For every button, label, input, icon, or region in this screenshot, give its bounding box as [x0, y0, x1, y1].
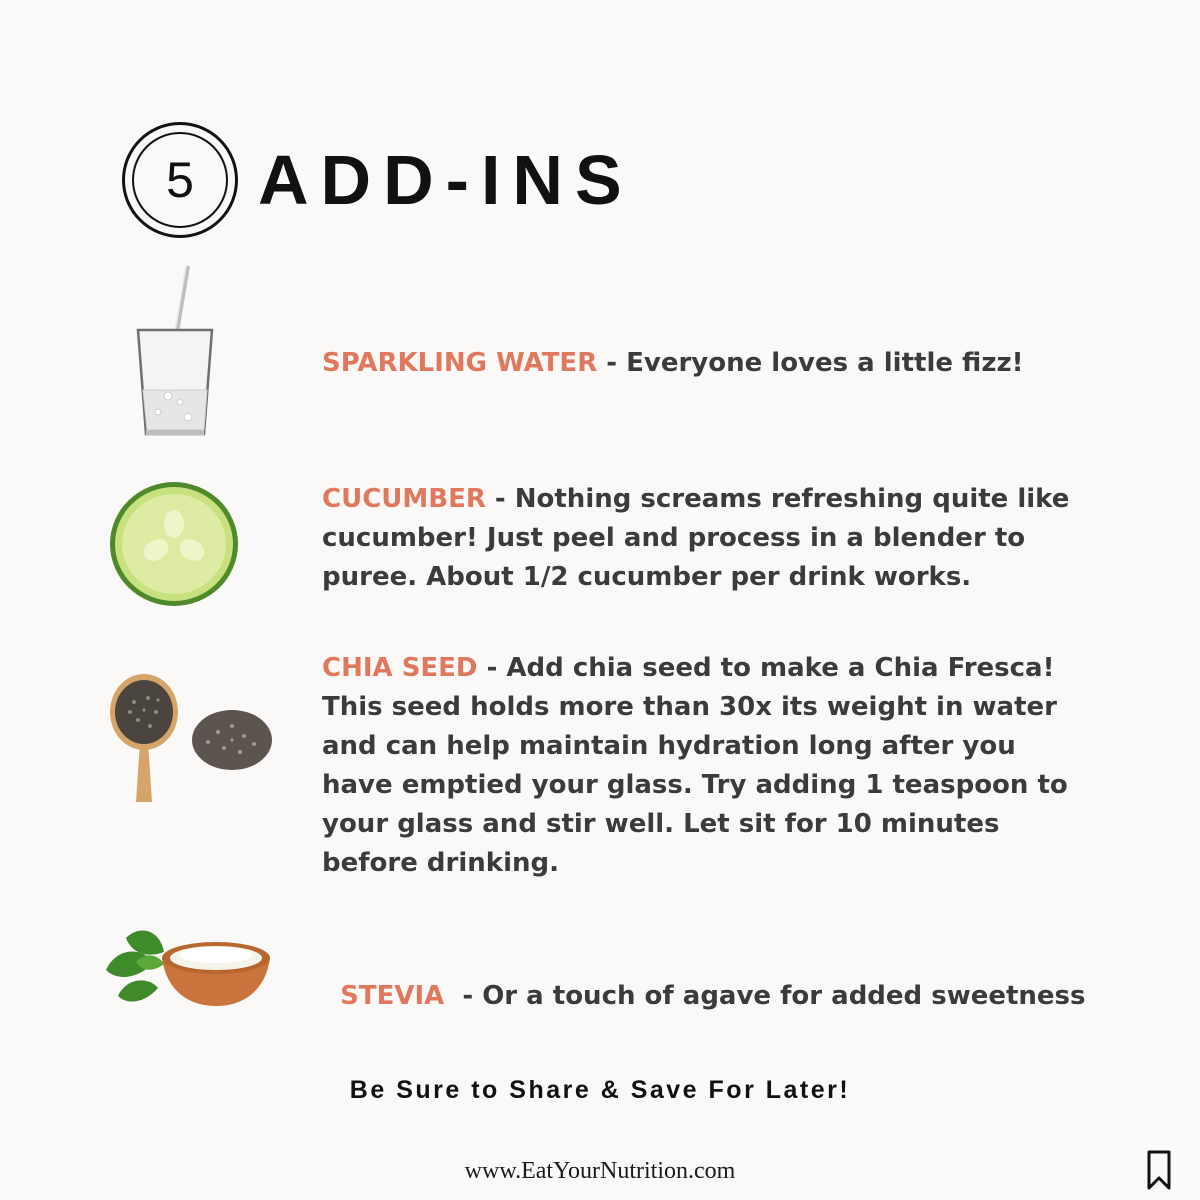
item-description: - Nothing screams refreshing quite like cucumber! Just peel and process in a blender to puree. About 1/2 cucumber per drink works. [322, 484, 1070, 592]
stevia-bowl-icon [96, 918, 274, 1010]
page-title: ADD-INS [258, 141, 634, 219]
item-description: - Add chia seed to make a Chia Fresca! This seed holds more than 30x its weight in water and can help maintain hydration long after you have emptied your glass. Try adding 1 teaspoon to your glass and stir well. Let sit for 10 minutes before drinking. [322, 653, 1068, 878]
chia-seed-spoon-icon [108, 672, 276, 806]
item-key: SPARKLING WATER [322, 348, 598, 378]
item-key: STEVIA [340, 981, 445, 1011]
bookmark-icon[interactable] [1146, 1150, 1172, 1190]
item-key: CHIA SEED [322, 653, 478, 683]
item-description: - Or a touch of agave for added sweetness [444, 981, 1086, 1011]
list-item [322, 480, 1082, 597]
list-item [322, 344, 1092, 383]
step-number-badge [122, 122, 238, 238]
step-number: 5 [132, 132, 228, 228]
share-save-prompt: Be Sure to Share & Save For Later! [349, 1076, 851, 1104]
cucumber-slice-icon [108, 480, 240, 608]
list-item [322, 649, 1092, 883]
item-description: - Everyone loves a little fizz! [597, 348, 1024, 378]
website-url: www.EatYourNutrition.com [464, 1158, 736, 1184]
list-item [322, 938, 1092, 1016]
glass-of-water-icon [128, 262, 224, 442]
item-key: CUCUMBER [322, 484, 486, 514]
